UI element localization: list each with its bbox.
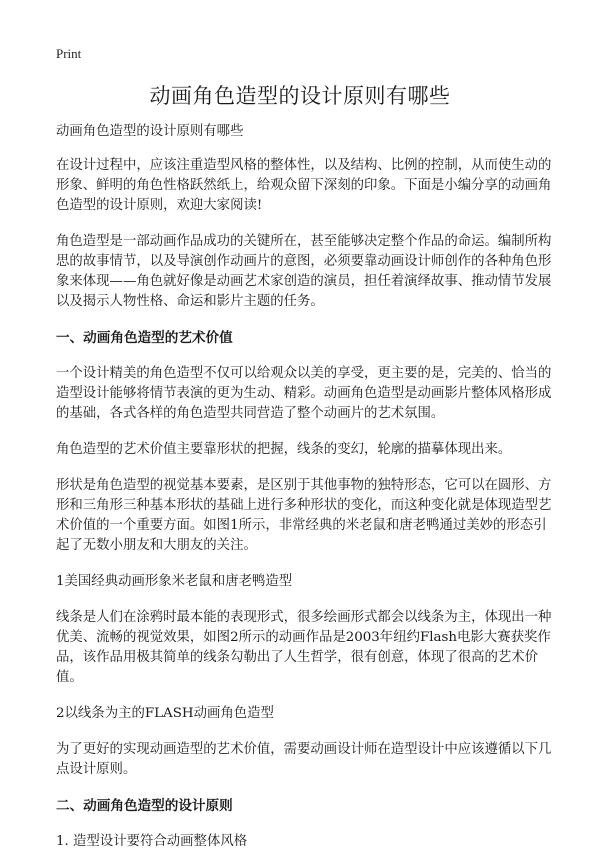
- figure-caption-1: 1美国经典动画形象米老鼠和唐老鸭造型: [56, 574, 293, 589]
- list-item-1: 1. 造型设计要符合动画整体风格: [56, 834, 248, 849]
- paragraph-shape: 形状是角色造型的视觉基本要素，是区别于其他事物的独特形态，它可以在圆形、方形和三角形三种基本形状的基础上进行多种形状的变化，而这种变化就是体现造型艺术价值的一个重要方面。如图1所示，非常经典的米老鼠和唐老鸭通过美妙的形态引起了无数小朋友和大朋友的关注。: [56, 478, 552, 553]
- section-heading-art-value: 一、动画角色造型的艺术价值: [56, 330, 233, 346]
- paragraph-principles-intro: 为了更好的实现动画造型的艺术价值，需要动画设计师在造型设计中应该遵循以下几点设计原则。: [56, 742, 552, 777]
- paragraph-line: 线条是人们在涂鸦时最本能的表现形式，很多绘画形式都会以线条为主，体现出一种优美、流畅的视觉效果，如图2所示的动画作品是2003年纽约Flash电影大赛获奖作品，该作品用极其简单的线条勾勒出了人生哲学，很有创意，体现了很高的艺术价值。: [56, 610, 552, 685]
- paragraph-intro: 在设计过程中，应该注重造型风格的整体性，以及结构、比例的控制，从而使生动的形象、鲜明的角色性格跃然纸上，给观众留下深刻的印象。下面是小编分享的动画角色造型的设计原则，欢迎大家阅读!: [56, 158, 552, 213]
- article-subtitle: 动画角色造型的设计原则有哪些: [56, 124, 244, 139]
- paragraph-role: 角色造型是一部动画作品成功的关键所在，甚至能够决定整个作品的命运。编制所构思的故事情节，以及导演创作动画片的意图，必须要靠动画设计师创作的各种角色形象来体现——角色就好像是动画艺术家创造的演员，担任着演绎故事、推动情节发展以及揭示人物性格、命运和影片主题的任务。: [56, 234, 552, 309]
- section-heading-principles: 二、动画角色造型的设计原则: [56, 798, 233, 814]
- page-title: 动画角色造型的设计原则有哪些: [149, 84, 451, 108]
- paragraph-shape-line: 角色造型的艺术价值主要靠形状的把握，线条的变幻，轮廓的描摹体现出来。: [56, 442, 512, 457]
- paragraph-design-value: 一个设计精美的角色造型不仅可以给观众以美的享受，更主要的是，完美的、恰当的造型设计能够将情节表演的更为生动、精彩。动画角色造型是动画影片整体风格形成的基础，各式各样的角色造型共同营造了整个动画片的艺术氛围。: [56, 366, 552, 421]
- figure-caption-2: 2以线条为主的FLASH动画角色造型: [56, 706, 274, 721]
- article-body: [56, 122, 556, 868]
- print-link[interactable]: Print: [56, 46, 82, 61]
